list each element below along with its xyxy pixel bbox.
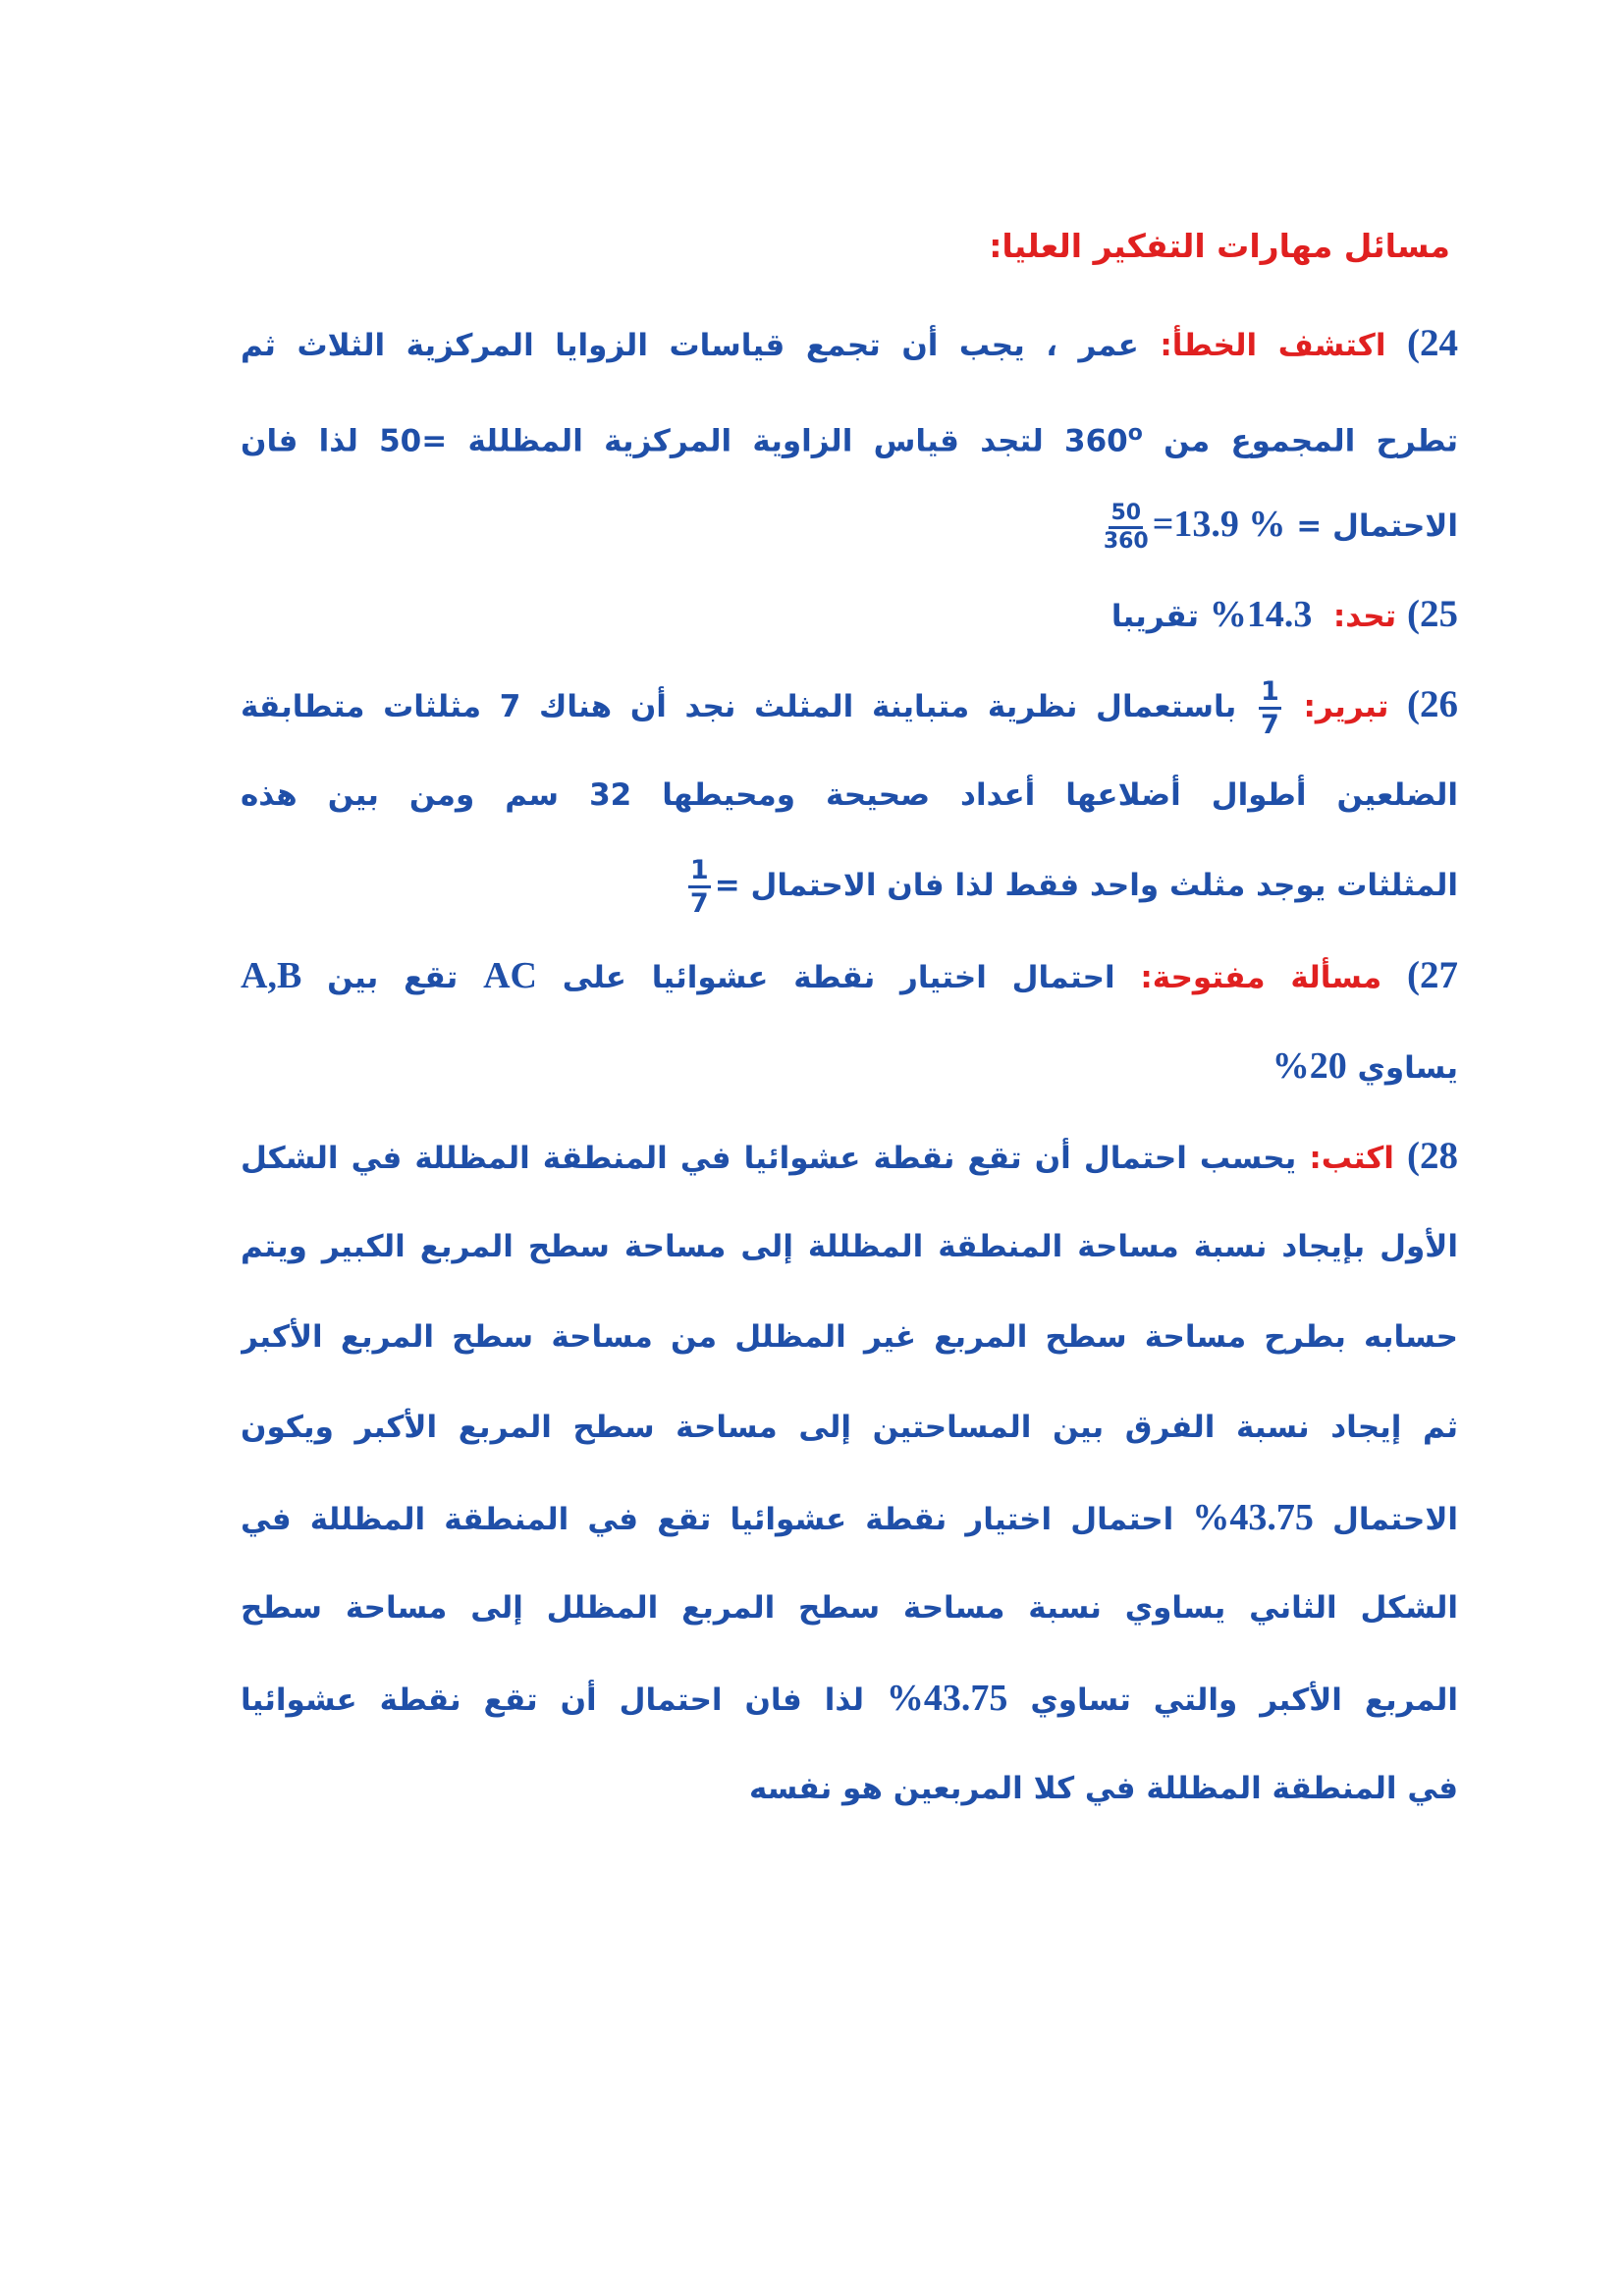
q28-label: اكتب: [1309, 1141, 1394, 1176]
q28-text-5b: احتمال اختيار نقطة عشوائيا تقع في المنطقة المظللة في [241, 1502, 1174, 1537]
q28-text-6: الشكل الثاني يساوي نسبة مساحة سطح المربع المظلل إلى مساحة سطح [241, 1590, 1458, 1626]
q26-label: تبرير: [1303, 689, 1389, 724]
q27-text-1b: تقع بين [327, 960, 459, 995]
q28-text-8: في المنطقة المظللة في كلا المربعين هو نفسه [748, 1771, 1458, 1806]
q28-line-1 [241, 1111, 1458, 1201]
q28-percent-1: 43.75% [1192, 1497, 1314, 1538]
q24-text-3a: الاحتمال = [1296, 508, 1458, 544]
q24-number: 24) [1407, 322, 1458, 364]
q25-value: 14.3% [1209, 594, 1313, 635]
q26-fraction-2-numerator: 1 [688, 857, 711, 888]
q27-line-2 [241, 1021, 1458, 1111]
q28-text-1: يحسب احتمال أن تقع نقطة عشوائيا في المنطقة المظللة في الشكل [241, 1141, 1297, 1176]
q28-text-2: الأول بإيجاد نسبة مساحة المنطقة المظللة إلى مساحة سطح المربع الكبير ويتم [241, 1229, 1458, 1264]
q26-text-1: باستعمال نظرية متباينة المثلث نجد أن هناك 7 مثلثات متطابقة [241, 689, 1237, 724]
q27-number: 27) [1406, 954, 1458, 996]
q24-line-1 [241, 298, 1458, 389]
q28-line-7 [241, 1653, 1458, 1743]
q27-text-2a: يساوي [1357, 1050, 1458, 1086]
q24-text-2b: لتجد قياس الزاوية المركزية المظللة =50 لذا فان [241, 423, 1044, 459]
q28-text-3: حسابه بطرح مساحة سطح المربع غير المظلل من مساحة سطح المربع الأكبر [241, 1319, 1458, 1355]
q25-label: تحد: [1332, 599, 1397, 634]
q27-text-1a: احتمال اختيار نقطة عشوائيا على [562, 960, 1115, 995]
q24-fraction-denominator: 360 [1103, 529, 1149, 554]
q25-number: 25) [1407, 593, 1458, 635]
q28-line-2 [241, 1201, 1458, 1292]
segment-ac: AC [483, 955, 537, 996]
points-ab: A,B [241, 955, 302, 996]
q27-value: 20% [1272, 1045, 1347, 1087]
q27-label: مسألة مفتوحة: [1140, 960, 1382, 995]
q28-line-6 [241, 1563, 1458, 1653]
q28-percent-2: 43.75% [886, 1678, 1008, 1719]
q26-fraction [1259, 678, 1281, 738]
q24-line-2 [241, 389, 1458, 479]
degree-sign: o [1127, 421, 1143, 446]
q26-number: 26) [1407, 683, 1458, 725]
q26-fraction-2-denominator: 7 [689, 888, 709, 919]
q25-tail: تقريبا [1110, 599, 1200, 634]
document-content [241, 218, 1458, 1834]
q26-line-3 [241, 840, 1458, 931]
q28-line-4 [241, 1382, 1458, 1472]
q28-text-7a: المربع الأكبر والتي تساوي [1030, 1682, 1458, 1718]
q27-line-1 [241, 931, 1458, 1021]
q28-line-3 [241, 1292, 1458, 1382]
q28-number: 28) [1407, 1135, 1458, 1177]
q26-text-2: الضلعين أطوال أضلاعها أعداد صحيحة ومحيطها 32 سم ومن بين هذه [241, 777, 1458, 813]
q24-text-2a: تطرح المجموع من 360 [1064, 423, 1458, 459]
q28-line-8 [241, 1743, 1458, 1834]
q26-text-3: المثلثات يوجد مثلث واحد فقط لذا فان الاحتمال = [714, 868, 1458, 903]
q28-text-4: ثم إيجاد نسبة الفرق بين المساحتين إلى مساحة سطح المربع الأكبر ويكون [241, 1410, 1458, 1445]
q26-fraction-2 [688, 857, 711, 917]
q25-line [241, 569, 1458, 660]
q26-fraction-denominator: 7 [1260, 710, 1279, 740]
q28-line-5 [241, 1472, 1458, 1563]
q24-text-1: عمر ، يجب أن تجمع قياسات الزوايا المركزية الثلاث ثم [241, 328, 1139, 363]
q28-text-7b: لذا فان احتمال أن تقع نقطة عشوائيا [241, 1682, 864, 1718]
section-heading: مسائل مهارات التفكير العليا: [989, 227, 1450, 265]
q28-text-5a: الاحتمال [1332, 1502, 1458, 1537]
q24-percent: % 13.9= [1152, 504, 1286, 545]
q26-line-1 [241, 660, 1458, 750]
q24-fraction [1104, 503, 1149, 553]
q26-line-2 [241, 750, 1458, 840]
q24-fraction-numerator: 50 [1109, 503, 1143, 529]
q26-fraction-numerator: 1 [1259, 678, 1281, 710]
q24-line-3 [241, 479, 1458, 569]
q24-label: اكتشف الخطأ: [1160, 328, 1386, 363]
